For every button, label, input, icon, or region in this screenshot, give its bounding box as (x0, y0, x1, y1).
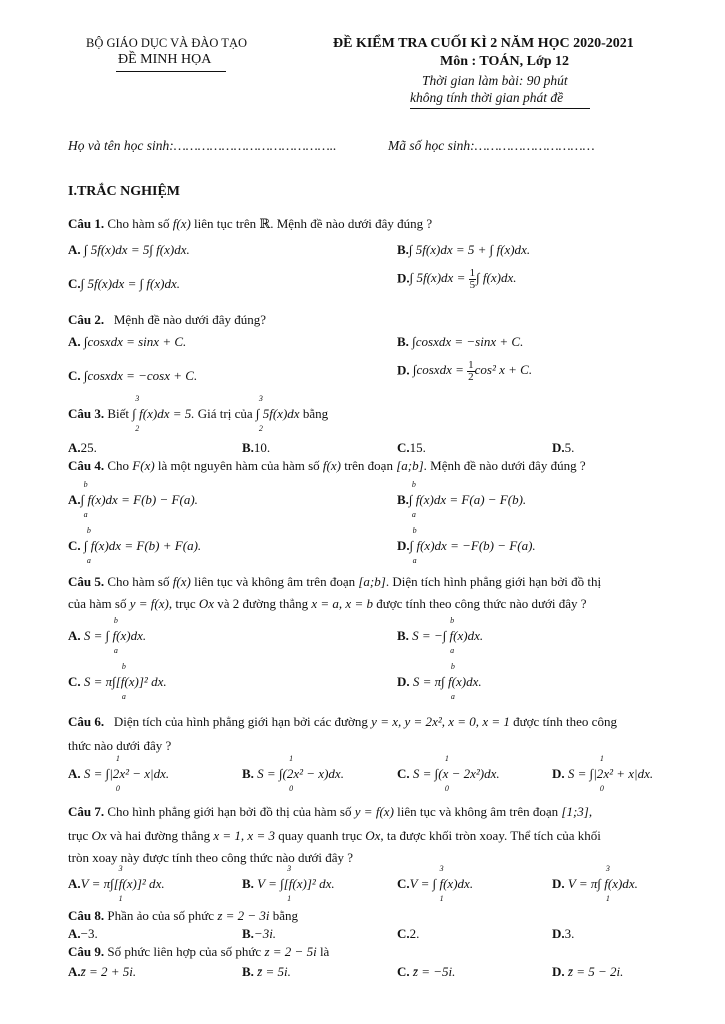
answer-option[interactable] (68, 334, 186, 350)
option-label: A. (68, 628, 81, 643)
option-label: B. (242, 926, 254, 941)
question-label: Câu 7. (68, 804, 105, 819)
math: S = ∫|2x² − x|dx. 1 0 (83, 754, 170, 793)
answer-option[interactable] (68, 276, 180, 292)
math: ∫cosxdx = $\frac{1}{2}$ cos² x + C. (412, 359, 533, 383)
question-text: liên tục và không âm trên đoạn (194, 574, 356, 589)
question-text: Biết (107, 406, 130, 421)
option-label: A. (68, 876, 81, 891)
question-text: Số phức liên hợp của số phức (107, 944, 262, 959)
math: S = −∫ f(x)dx. b a (412, 616, 484, 655)
answer-option[interactable] (397, 480, 527, 519)
math: S = ∫(x − 2x²)dx. 1 0 (412, 754, 500, 793)
time-note: không tính thời gian phát đề (410, 90, 564, 105)
question-4 (68, 458, 586, 474)
answer-option[interactable] (552, 440, 574, 456)
answer-option[interactable] (68, 864, 165, 903)
question-text: Cho hàm số (107, 216, 170, 231)
question-text: Cho hình phẳng giới hạn bởi đồ thị của hàm số (107, 804, 352, 819)
math: S = ∫(2x² − x)dx. 1 0 (257, 754, 344, 793)
ministry-name: BỘ GIÁO DỤC VÀ ĐÀO TẠO (86, 36, 247, 50)
question-2 (68, 312, 266, 328)
option-value: z̄ = 2 + 5i. (80, 964, 137, 979)
answer-option[interactable] (242, 926, 276, 942)
option-label: A. (68, 766, 81, 781)
math: y = x, y = 2x², x = 0, x = 1 (371, 714, 510, 729)
question-label: Câu 8. (68, 908, 105, 923)
answer-option[interactable] (68, 368, 197, 384)
math: [a;b] (358, 574, 386, 589)
subject-line: Môn : TOÁN, Lớp 12 (440, 54, 569, 69)
option-value: −3. (80, 926, 98, 941)
question-5 (68, 574, 601, 590)
option-value: 10. (253, 440, 271, 455)
option-value: z̄ = −5i. (412, 964, 456, 979)
math: ∫ 5f(x)dx 3 2 (255, 394, 300, 433)
option-label: D. (397, 362, 410, 378)
option-value: 3. (564, 926, 575, 941)
option-value: z̄ = 5 − 2i. (567, 964, 624, 979)
math: S = π∫ f(x)dx. b a (412, 662, 482, 701)
answer-option[interactable] (552, 754, 654, 793)
answer-option[interactable] (397, 268, 517, 291)
math: ∫ f(x)dx = F(b) − F(a). b a (80, 480, 198, 519)
math: f(x) (322, 458, 341, 473)
option-label: D. (397, 270, 410, 286)
math: Ox (198, 596, 215, 611)
option-label: A. (68, 242, 81, 257)
exam-title: ĐỀ KIỂM TRA CUỐI KÌ 2 NĂM HỌC 2020-2021 (333, 36, 634, 51)
question-text: là một nguyên hàm của hàm số (157, 458, 320, 473)
question-text: trên đoạn (344, 458, 393, 473)
answer-option[interactable] (68, 480, 198, 519)
math: V = ∫ f(x)dx. 3 1 (409, 864, 474, 903)
question-text: liên tục trên (194, 216, 257, 231)
math: ∫ f(x)dx = 5. 3 2 (132, 394, 195, 433)
option-label: B. (397, 242, 409, 257)
question-8 (68, 908, 298, 924)
question-text: trục (68, 828, 89, 843)
answer-option[interactable] (552, 926, 574, 942)
question-text: Cho hàm số (107, 574, 170, 589)
math: f(x) (172, 574, 191, 589)
question-label: Câu 4. (68, 458, 105, 473)
question-9 (68, 944, 329, 960)
question-text: . Diện tích hình phẳng giới hạn bởi đồ thị (385, 574, 602, 589)
answer-option[interactable] (242, 964, 291, 980)
option-label: C. (397, 876, 410, 891)
answer-option[interactable] (397, 360, 532, 383)
question-text: và hai đường thẳng (109, 828, 211, 843)
option-label: A. (68, 964, 81, 979)
answer-option[interactable] (68, 440, 97, 456)
section-title: I.TRẮC NGHIỆM (68, 184, 181, 199)
math: ∫ f(x)dx = F(b) + F(a). b a (83, 526, 202, 565)
answer-option[interactable] (68, 964, 136, 980)
question-text: Phần ảo của số phức (107, 908, 215, 923)
math: z = 2 − 3i (217, 908, 270, 923)
option-label: C. (397, 440, 410, 455)
answer-option[interactable] (242, 440, 270, 456)
answer-option[interactable] (68, 754, 170, 793)
question-text: Diện tích của hình phẳng giới hạn bởi các đường (113, 714, 368, 729)
answer-option[interactable] (397, 334, 523, 350)
option-label: A. (68, 334, 81, 349)
time-line: Thời gian làm bài: 90 phút (422, 73, 568, 88)
student-name-field: Họ và tên học sinh:………………………………….. (68, 138, 337, 153)
answer-option[interactable] (397, 242, 530, 258)
question-text: là (319, 944, 330, 959)
answer-option[interactable] (397, 440, 426, 456)
math: x = 1, x = 3 (213, 828, 275, 843)
answer-option[interactable] (68, 242, 190, 258)
question-text: . Mệnh đề nào dưới đây đúng ? (423, 458, 586, 473)
question-1 (68, 216, 432, 232)
answer-option[interactable] (242, 754, 344, 793)
math: y = f(x) (354, 804, 394, 819)
question-label: Câu 9. (68, 944, 105, 959)
answer-option[interactable] (397, 754, 500, 793)
math: F(x) (132, 458, 155, 473)
option-value: 2. (409, 926, 420, 941)
answer-option[interactable] (68, 616, 147, 655)
option-value: 5. (564, 440, 575, 455)
math: Ox (91, 828, 107, 843)
question-label: Câu 1. (68, 216, 105, 231)
math: ∫cosxdx = sinx + C. (83, 334, 187, 349)
question-5-line-2 (68, 596, 587, 612)
question-6 (68, 714, 617, 730)
question-text: được tính theo công (513, 714, 617, 729)
math: [1;3], (561, 804, 593, 819)
math: ∫cosxdx = −sinx + C. (412, 334, 524, 349)
math: V = π∫[f(x)]² dx. 3 1 (80, 864, 165, 903)
math: ∫ 5f(x)dx = 5 + ∫ f(x)dx. (408, 242, 531, 257)
math: Ox (365, 828, 381, 843)
option-label: A. (68, 926, 81, 941)
option-value: 15. (409, 440, 426, 455)
exam-type: ĐỀ MINH HỌA (118, 52, 212, 67)
question-3 (68, 394, 329, 433)
answer-option[interactable] (242, 864, 335, 903)
math: V = ∫[f(x)]² dx. 3 1 (257, 864, 335, 903)
math: S = π∫[f(x)]² dx. b a (83, 662, 167, 701)
option-label: C. (397, 766, 410, 781)
answer-option[interactable] (68, 662, 167, 701)
answer-option[interactable] (397, 926, 419, 942)
option-label: B. (397, 492, 409, 507)
question-text: Cho (107, 458, 130, 473)
math: y = f(x) (129, 596, 169, 611)
option-label: D. (552, 766, 565, 781)
answer-option[interactable] (68, 926, 98, 942)
math: S = ∫ f(x)dx. b a (83, 616, 147, 655)
option-label: D. (552, 964, 565, 979)
answer-option[interactable] (397, 526, 536, 565)
option-value: z̄ = 5i. (257, 964, 291, 979)
question-label: Câu 3. (68, 406, 105, 421)
option-label: B. (397, 334, 409, 349)
question-text: Mệnh đề nào dưới đây đúng? (113, 312, 267, 327)
option-label: C. (397, 926, 410, 941)
math: z = 2 − 5i (264, 944, 317, 959)
question-label: Câu 5. (68, 574, 105, 589)
answer-option[interactable] (397, 864, 474, 903)
option-label: B. (397, 628, 409, 643)
math: ∫ 5f(x)dx = $\frac{1}{5}$ ∫ f(x)dx. (409, 267, 517, 291)
option-label: C. (68, 538, 81, 553)
question-text: và 2 đường thẳng (217, 596, 309, 611)
answer-option[interactable] (552, 964, 623, 980)
answer-option[interactable] (397, 964, 455, 980)
math: x = a, x = b (311, 596, 373, 611)
question-text: Mệnh đề nào dưới đây đúng ? (276, 216, 433, 231)
option-label: D. (397, 538, 410, 553)
question-text: được tính theo công thức nào dưới đây ? (376, 596, 587, 611)
option-label: B. (242, 440, 254, 455)
option-value: 25. (80, 440, 97, 455)
math: ∫ f(x)dx = F(a) − F(b). b a (408, 480, 527, 519)
option-label: A. (68, 492, 81, 507)
question-text: , trục (168, 596, 196, 611)
math: ℝ. (259, 216, 274, 231)
question-label: Câu 2. (68, 312, 105, 327)
question-7 (68, 804, 592, 820)
answer-option[interactable] (397, 662, 482, 701)
question-text: quay quanh trục (278, 828, 362, 843)
question-text: của hàm số (68, 596, 127, 611)
option-label: B. (242, 964, 254, 979)
question-text: bằng (272, 908, 299, 923)
question-text: , ta được khối tròn xoay. Thể tích của khối (380, 828, 601, 843)
math: ∫ 5f(x)dx = 5∫ f(x)dx. (83, 242, 190, 257)
option-label: C. (397, 964, 410, 979)
question-label: Câu 6. (68, 714, 105, 729)
question-text: thức nào dưới đây ? (68, 738, 172, 753)
option-label: C. (68, 368, 81, 383)
student-id-field: Mã số học sinh:………………………… (388, 138, 595, 153)
option-label: C. (68, 276, 81, 291)
question-text: bằng (302, 406, 329, 421)
option-label: D. (397, 674, 410, 689)
question-text: tròn xoay này được tính theo công thức nào dưới đây ? (68, 850, 354, 865)
option-label: B. (242, 876, 254, 891)
exam-type-underline (116, 71, 226, 72)
option-label: B. (242, 766, 254, 781)
math: V = π∫ f(x)dx. 3 1 (567, 864, 638, 903)
math: [a;b] (396, 458, 424, 473)
answer-option[interactable] (68, 526, 202, 565)
option-value: −3i. (253, 926, 277, 941)
option-label: D. (552, 876, 565, 891)
math: f(x) (172, 216, 191, 231)
option-label: D. (552, 926, 565, 941)
math: ∫ f(x)dx = −F(b) − F(a). b a (409, 526, 536, 565)
question-text: liên tục và không âm trên đoạn (397, 804, 559, 819)
answer-option[interactable] (552, 864, 638, 903)
math: S = ∫|2x² + x|dx. 1 0 (567, 754, 654, 793)
option-label: C. (68, 674, 81, 689)
time-note-underline (410, 108, 590, 109)
math: ∫ 5f(x)dx = ∫ f(x)dx. (80, 276, 181, 291)
math: ∫cosxdx = −cosx + C. (83, 368, 198, 383)
option-label: D. (552, 440, 565, 455)
question-7-line-2 (68, 828, 601, 844)
answer-option[interactable] (397, 616, 484, 655)
option-label: A. (68, 440, 81, 455)
question-text: Giá trị của (197, 406, 253, 421)
